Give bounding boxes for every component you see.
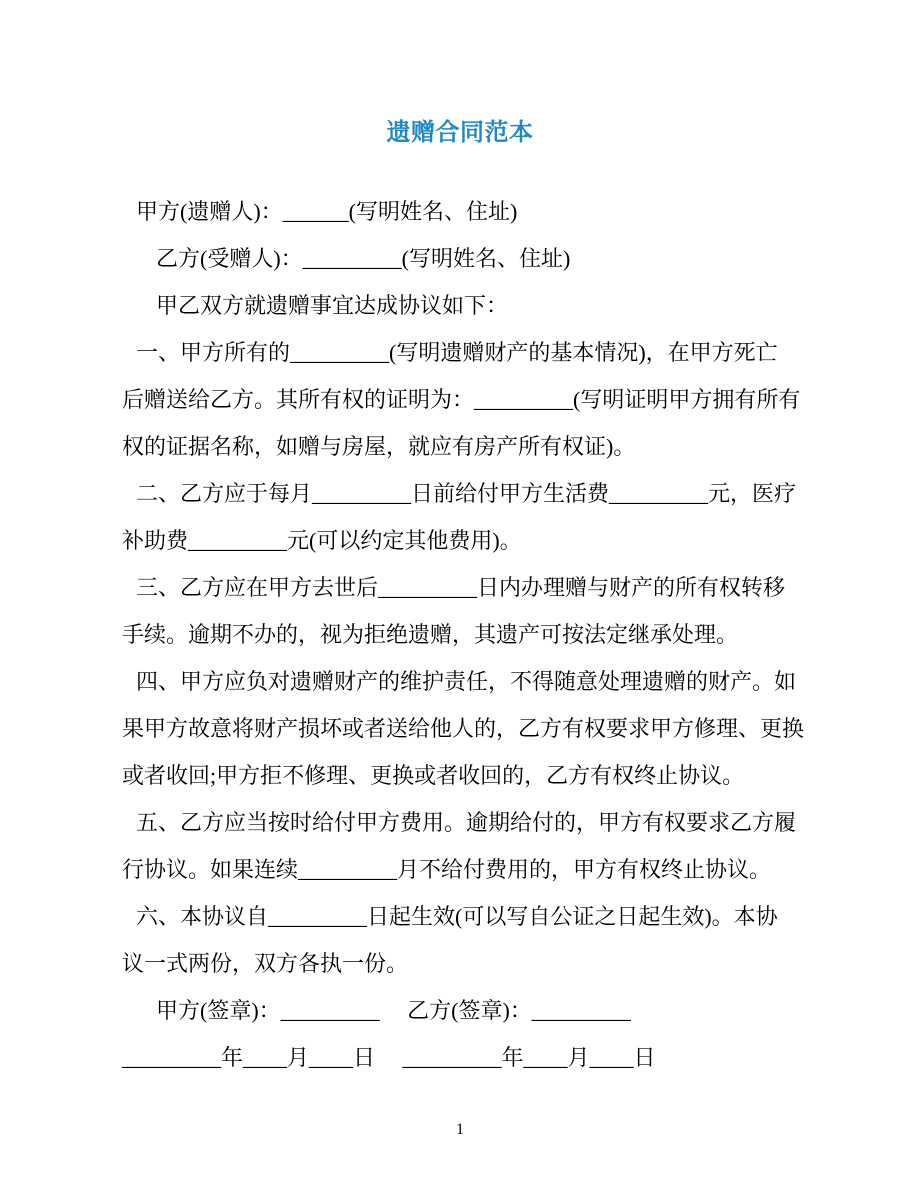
document-line: 五、乙方应当按时给付甲方费用。逾期给付的，甲方有权要求乙方履	[136, 810, 797, 835]
document-line: 乙方(受赠人)：_________(写明姓名、住址)	[156, 246, 571, 271]
document-line: 或者收回;甲方拒不修理、更换或者收回的，乙方有权终止协议。	[122, 763, 745, 788]
document-line: 议一式两份，双方各执一份。	[122, 951, 409, 976]
document-line: 甲乙双方就遗赠事宜达成协议如下：	[156, 293, 509, 318]
document-line: 后赠送给乙方。其所有权的证明为：_________(写明证明甲方拥有所有	[122, 387, 801, 412]
document-line: 甲方(遗赠人)：______(写明姓名、住址)	[136, 199, 518, 224]
document-line: 三、乙方应在甲方去世后_________日内办理赠与财产的所有权转移	[136, 575, 786, 600]
document-line: 果甲方故意将财产损坏或者送给他人的，乙方有权要求甲方修理、更换	[122, 716, 805, 741]
document-line: 甲方(签章)：_________ 乙方(签章)：_________	[156, 998, 631, 1023]
document-line: _________年____月____日 _________年____月____日	[122, 1045, 656, 1070]
document-line: 六、本协议自_________日起生效(可以写自公证之日起生效)。本协	[136, 904, 778, 929]
document-line: 手续。逾期不办的，视为拒绝遗赠，其遗产可按法定继承处理。	[122, 622, 739, 647]
document-body	[122, 188, 825, 1081]
document-line: 一、甲方所有的_________(写明遗赠财产的基本情况)，在甲方死亡	[136, 340, 778, 365]
document-line: 四、甲方应负对遗赠财产的维护责任，不得随意处理遗赠的财产。如	[136, 669, 797, 694]
page-number: 1	[456, 1121, 464, 1138]
document-line: 补助费_________元(可以约定其他费用)。	[122, 528, 522, 553]
document-line: 权的证据名称，如赠与房屋，就应有房产所有权证)。	[122, 434, 636, 459]
document-line: 行协议。如果连续_________月不给付费用的，甲方有权终止协议。	[122, 857, 772, 882]
document-line: 二、乙方应于每月_________日前给付甲方生活费_________元，医疗	[136, 481, 797, 506]
document-title: 遗赠合同范本	[386, 120, 534, 146]
